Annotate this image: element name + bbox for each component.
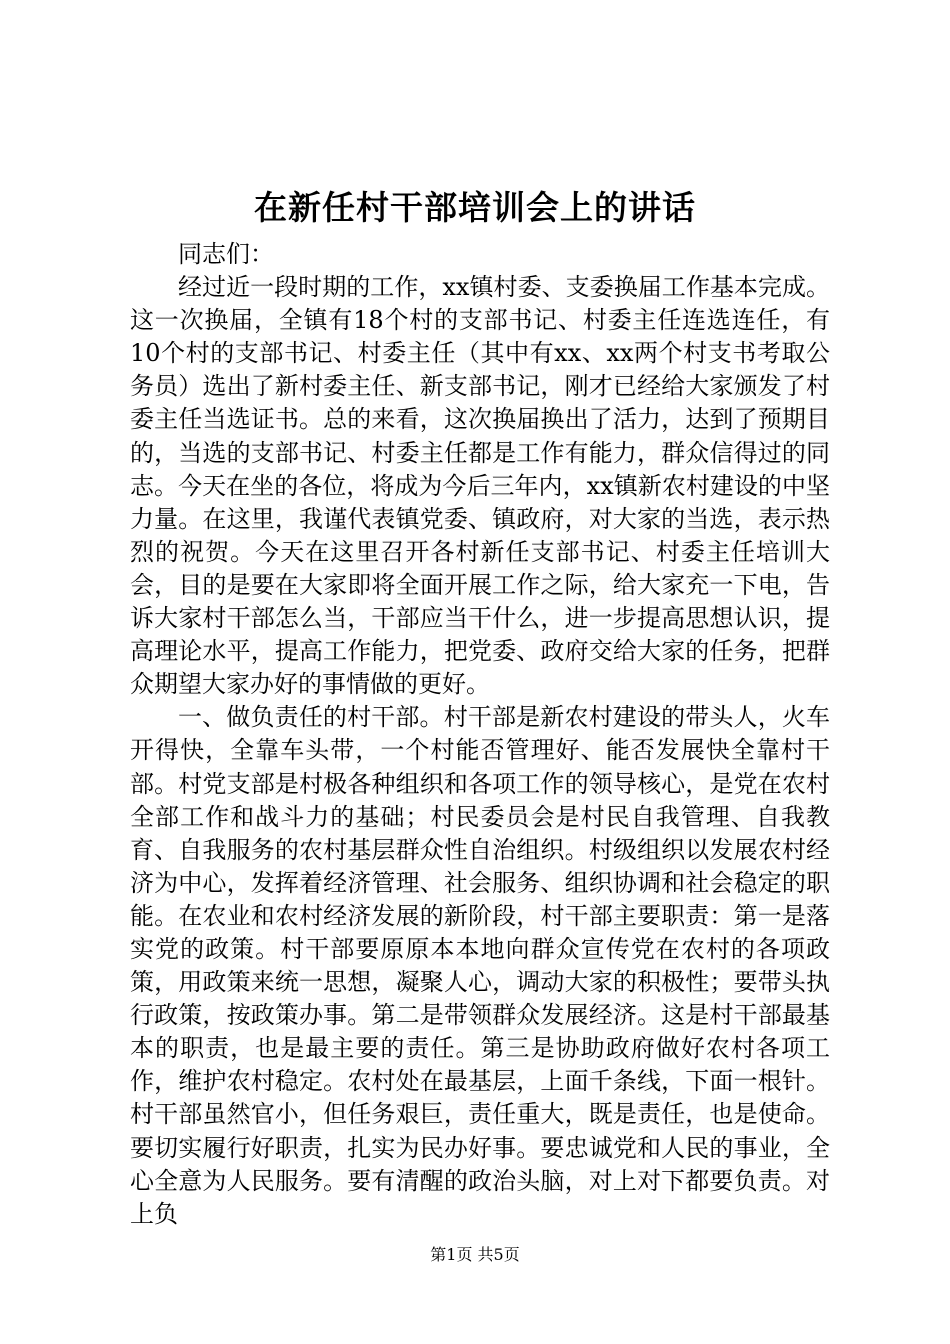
- paragraph-1: 经过近一段时期的工作，xx镇村委、支委换届工作基本完成。这一次换届，全镇有18个村的支部书记、村委主任连选连任，有10个村的支部书记、村委主任（其中有xx、xx两个村支书考取公务员）选出了新村委主任、新支部书记，刚才已经给大家颁发了村委主任当选证书。总的来看，这次换届换出了活力，达到了预期目的，当选的支部书记、村委主任都是工作有能力，群众信得过的同志。今天在坐的各位，将成为今后三年内，xx镇新农村建设的中坚力量。在这里，我谨代表镇党委、镇政府，对大家的当选，表示热烈的祝贺。今天在这里召开各村新任支部书记、村委主任培训大会，目的是要在大家即将全面开展工作之际，给大家充一下电，告诉大家村干部怎么当，干部应当干什么，进一步提高思想认识，提高理论水平，提高工作能力，把党委、政府交给大家的任务，把群众期望大家办好的事情做的更好。: [130, 273, 830, 699]
- page-footer: 第1页 共5页: [430, 1245, 520, 1264]
- salutation: 同志们：: [178, 240, 274, 268]
- document-body: [130, 238, 830, 1231]
- document-title: 在新任村干部培训会上的讲话: [254, 188, 696, 227]
- paragraph-2: 一、做负责任的村干部。村干部是新农村建设的带头人，火车开得快，全靠车头带，一个村能否管理好、能否发展快全靠村干部。村党支部是村极各种组织和各项工作的领导核心，是党在农村全部工作和战斗力的基础；村民委员会是村民自我管理、自我教育、自我服务的农村基层群众性自治组织。村级组织以发展农村经济为中心，发挥着经济管理、社会服务、组织协调和社会稳定的职能。在农业和农村经济发展的新阶段，村干部主要职责：第一是落实党的政策。村干部要原原本本地向群众宣传党在农村的各项政策，用政策来统一思想，凝聚人心，调动大家的积极性；要带头执行政策，按政策办事。第二是带领群众发展经济。这是村干部最基本的职责，也是最主要的责任。第三是协助政府做好农村各项工作，维护农村稳定。农村处在最基层，上面千条线，下面一根针。村干部虽然官小，但任务艰巨，责任重大，既是责任，也是使命。要切实履行好职责，扎实为民办好事。要忠诚党和人民的事业，全心全意为人民服务。要有清醒的政治头脑，对上对下都要负责。对上负: [130, 703, 830, 1228]
